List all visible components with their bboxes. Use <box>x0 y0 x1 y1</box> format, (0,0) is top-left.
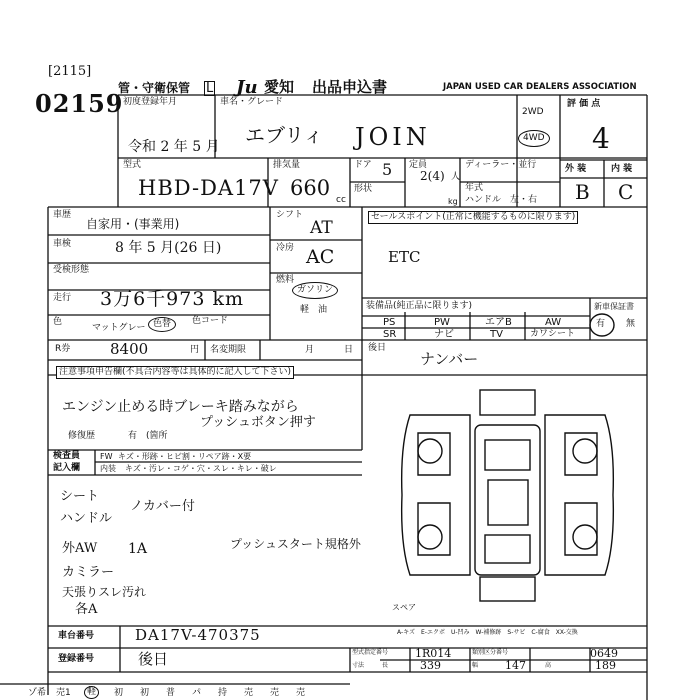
grade-value: JOIN <box>355 123 431 151</box>
back-label: 後日 <box>368 343 387 353</box>
equip-tv: TV <box>490 329 503 340</box>
recycle-label: R券 <box>55 344 71 354</box>
handle-label: ハンドル 左・右 <box>465 195 538 205</box>
inspector-label-1: 検査員 <box>53 451 81 461</box>
year-label: 年式 <box>465 183 484 193</box>
association-name: JAPAN USED CAR DEALERS ASSOCIATION <box>443 82 637 92</box>
bottom-item: 持 <box>218 688 228 698</box>
color-code-label: 色コード <box>192 316 229 326</box>
interior-grade: C <box>618 180 634 204</box>
first-reg-value: 令和 2 年 5 月 <box>128 139 220 155</box>
rating-label: 評 価 点 <box>567 99 601 109</box>
ac-label: 冷房 <box>276 243 295 253</box>
equip-sr: SR <box>383 329 397 340</box>
fuel-options: 軽 油 <box>300 305 328 315</box>
inspector-note: 1A <box>128 541 148 557</box>
length-value: 339 <box>420 659 441 672</box>
equip-pw: PW <box>434 317 450 328</box>
form-title: 出品申込書 <box>312 78 388 96</box>
warranty-yes: 有 <box>596 319 606 329</box>
recycle-yen: 円 <box>190 345 200 355</box>
inspector-note: 各A <box>75 602 98 617</box>
repair-label: 修復歴 <box>68 431 96 441</box>
first-reg-label: 初度登録年月 <box>123 97 178 107</box>
inspection-value: 8 年 5 月(26 日) <box>115 240 222 256</box>
inspector-note: プッシュスタート規格外 <box>230 537 361 551</box>
model-value: HBD-DA17V <box>138 176 279 200</box>
sales-point-label: セールスポイント(正常に機能するものに限ります) <box>368 211 578 224</box>
model-label: 型式 <box>123 160 142 170</box>
fw-label: FW <box>100 452 113 461</box>
capacity-label: 定員 <box>409 160 428 170</box>
dealer-label: ディーラー・並行 <box>465 160 537 170</box>
doors-value: 5 <box>382 160 393 179</box>
l-mark: L <box>206 81 214 96</box>
recycle-value: 8400 <box>110 340 149 358</box>
equip-airbag: エアB <box>485 317 512 328</box>
category-value: 0649 <box>590 647 618 660</box>
usage-value: 自家用・(事業用) <box>86 217 180 231</box>
displacement-value: 660 <box>290 176 331 200</box>
name-change-label: 名変期限 <box>210 345 247 355</box>
equipment-label: 装備品(純正品に限ります) <box>366 301 473 311</box>
width-value: 147 <box>505 659 526 672</box>
shape-label: 形状 <box>354 184 373 194</box>
load-unit: kg <box>448 197 458 206</box>
color-change-mark: 色替 <box>148 317 176 332</box>
reference-number: [2115] <box>48 64 92 79</box>
bottom-item: 売 <box>296 688 306 698</box>
damage-legend: A-キズ E-エクボ U-凹み W-補修跡 S-サビ C-腐食 XX-交換 <box>397 629 578 636</box>
shift-label: シフト <box>276 210 304 220</box>
warranty-circle <box>588 312 616 338</box>
bottom-item: 売 <box>244 688 254 698</box>
rating-score: 4 <box>592 122 610 155</box>
name-change-day: 日 <box>344 345 354 355</box>
equip-leather: カワシート <box>530 329 576 339</box>
inspector-note: シート <box>60 489 100 504</box>
equip-ps: PS <box>383 317 396 328</box>
warranty-no: 無 <box>626 319 636 329</box>
reg-value: 後日 <box>138 650 169 668</box>
length-unit: 長 <box>382 662 389 669</box>
control-label: 管・守衛保管 <box>118 81 191 95</box>
interior-legend-label: 内装 <box>100 464 116 473</box>
spare-label: スペア <box>392 603 416 612</box>
equip-aw: AW <box>545 317 562 328</box>
bottom-item: 初 <box>114 688 124 698</box>
fuel-value: ガソリン <box>292 282 338 299</box>
model-code-label: 型式指定番号 <box>352 649 389 656</box>
bottom-item: 初 <box>140 688 150 698</box>
car-damage-diagram <box>380 385 635 610</box>
dims-label: 寸法 <box>352 662 365 669</box>
car-grade-label: 車名・グレード <box>220 97 284 107</box>
height-value: 189 <box>595 659 616 672</box>
drive-4wd: 4WD <box>518 130 550 147</box>
interior-label: 内 装 <box>611 164 633 174</box>
equip-navi: ナビ <box>434 329 454 340</box>
color-value: マットグレー <box>92 323 146 333</box>
height-unit: 高 <box>545 662 552 669</box>
stock-number: 02159 <box>35 89 124 118</box>
inspector-label-2: 記入欄 <box>53 463 81 473</box>
inspection-label: 車検 <box>53 239 72 249</box>
category-label: 類別区分番号 <box>472 649 509 656</box>
exterior-label: 外 装 <box>565 164 587 174</box>
drive-2wd: 2WD <box>522 107 544 117</box>
fw-text: キズ・形跡・ヒビ割・リペア跡・X要 <box>118 452 252 461</box>
sales-point-value: ETC <box>388 248 421 266</box>
shift-value: AT <box>310 218 333 238</box>
cc-unit: cc <box>336 195 346 205</box>
capacity-unit: 人 <box>451 172 461 182</box>
exterior-grade: B <box>575 180 590 204</box>
notes-line2: プッシュボタン押す <box>200 415 316 430</box>
receipt-label: 受検形態 <box>53 265 90 275</box>
repair-value: 有 (箇所 <box>128 431 168 441</box>
inspector-note: 天張りスレ汚れ <box>62 585 147 599</box>
color-label: 色 <box>53 317 63 327</box>
notes-line1: エンジン止める時ブレーキ踏みながら <box>62 399 299 415</box>
model-code-value: 1R014 <box>415 647 452 660</box>
bottom-item: 売 <box>270 688 280 698</box>
reg-label: 登録番号 <box>58 654 95 664</box>
warranty-label: 新車保証書 <box>594 302 634 311</box>
back-value: ナンバー <box>420 350 479 368</box>
width-unit: 幅 <box>472 662 479 669</box>
notes-label: 注意事項申告欄(不具合内容等は具体的に記入して下さい) <box>56 366 294 379</box>
car-name: エブリィ <box>245 123 324 147</box>
org-name: 愛知 <box>264 78 295 96</box>
inspector-note: ノカバー付 <box>130 499 195 514</box>
inspector-note: カミラー <box>62 565 115 580</box>
mileage-value: 3万6千973 km <box>100 288 245 310</box>
inspector-note: ハンドル <box>60 511 113 526</box>
chassis-label: 車台番号 <box>58 631 95 641</box>
bottom-item: ゾ希 <box>28 688 47 698</box>
capacity-value: 2(4) <box>420 169 445 183</box>
ac-value: AC <box>306 246 335 268</box>
bottom-item: 普 <box>166 688 176 698</box>
bottom-item: 軽 <box>84 686 99 699</box>
usage-label: 車歴 <box>53 210 72 220</box>
inspector-note: 外AW <box>62 541 98 556</box>
bottom-item: パ <box>192 688 202 698</box>
chassis-value: DA17V-470375 <box>135 626 261 644</box>
fuel-label: 燃料 <box>276 275 295 285</box>
displacement-label: 排気量 <box>273 160 301 170</box>
mileage-label: 走行 <box>53 293 72 303</box>
ju-logo: Ju <box>236 77 258 98</box>
interior-legend-text: キズ・汚レ・コゲ・穴・スレ・キレ・破レ <box>125 464 277 473</box>
name-change-month: 月 <box>305 345 315 355</box>
bottom-item: 売1 <box>56 688 71 698</box>
doors-label: ドア <box>354 160 372 170</box>
